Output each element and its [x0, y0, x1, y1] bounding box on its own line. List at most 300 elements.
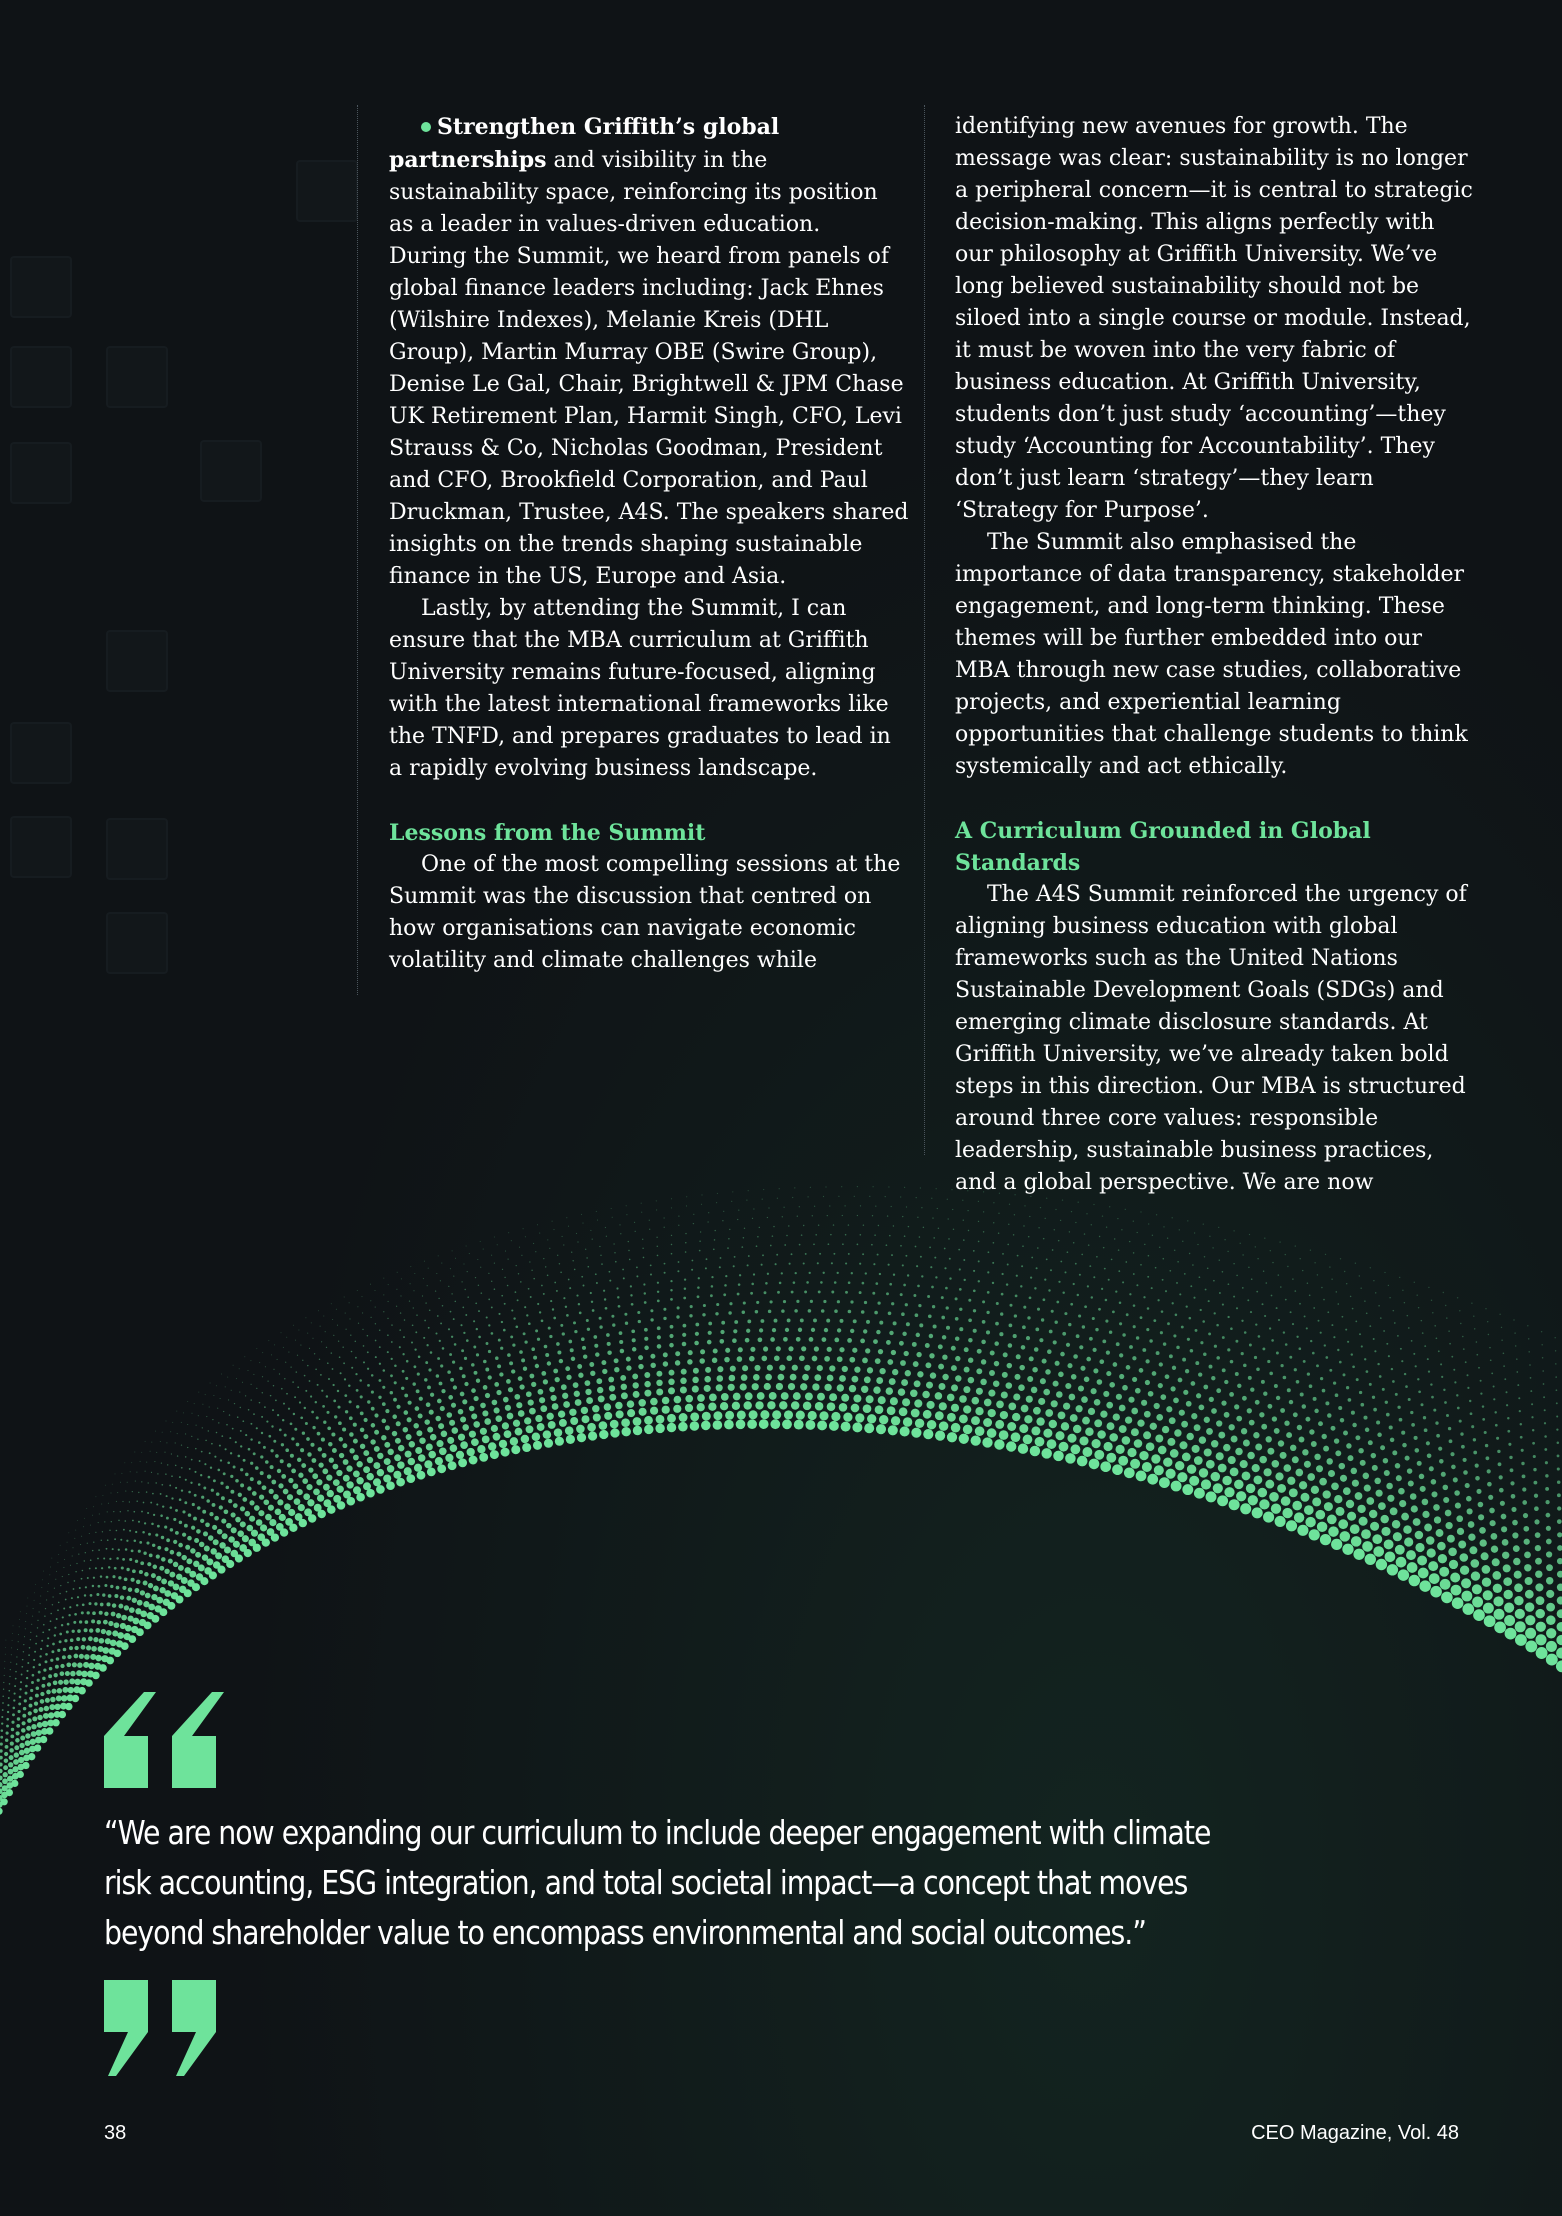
wave-dot — [284, 1378, 285, 1379]
wave-dot — [983, 1191, 984, 1192]
wave-dot — [1510, 1468, 1514, 1472]
wave-dot — [955, 1297, 958, 1300]
wave-dot — [1327, 1413, 1331, 1417]
wave-dot — [860, 1338, 865, 1343]
wave-dot — [33, 1709, 38, 1714]
wave-dot — [345, 1329, 346, 1330]
wave-dot — [205, 1440, 207, 1442]
wave-dot — [401, 1387, 404, 1390]
wave-dot — [1104, 1268, 1106, 1270]
wave-dot — [1156, 1414, 1163, 1421]
wave-dot — [22, 1762, 29, 1769]
wave-dot — [526, 1391, 532, 1397]
wave-dot — [7, 1711, 9, 1713]
wave-dot — [1535, 1532, 1541, 1538]
wave-dot — [667, 1414, 676, 1423]
wave-dot — [867, 1367, 873, 1373]
wave-dot — [1352, 1365, 1355, 1368]
wave-dot — [477, 1259, 478, 1260]
wave-dot — [955, 1317, 959, 1321]
wave-dot — [152, 1493, 154, 1495]
wave-dot — [411, 1341, 413, 1343]
wave-dot — [1427, 1358, 1429, 1360]
wave-dot — [738, 1347, 743, 1352]
wave-dot — [24, 1636, 25, 1637]
wave-dot — [1047, 1439, 1057, 1449]
wave-dot — [1283, 1464, 1291, 1472]
wave-dot — [1039, 1338, 1043, 1342]
wave-dot — [1351, 1468, 1358, 1475]
wave-dot — [40, 1736, 47, 1743]
wave-dot — [874, 1311, 878, 1315]
wave-dot — [715, 1312, 718, 1315]
wave-dot — [876, 1377, 883, 1384]
wave-dot — [481, 1292, 483, 1294]
wave-dot — [220, 1459, 222, 1461]
wave-dot — [1267, 1360, 1270, 1363]
wave-dot — [685, 1251, 687, 1253]
wave-dot — [400, 1295, 401, 1296]
wave-dot — [753, 1374, 760, 1381]
wave-dot — [424, 1261, 425, 1262]
wave-dot — [1301, 1493, 1310, 1502]
wave-dot — [693, 1214, 694, 1215]
wave-dot — [1217, 1495, 1228, 1506]
wave-dot — [1230, 1360, 1234, 1364]
wave-dot — [273, 1440, 276, 1443]
wave-dot — [638, 1320, 641, 1323]
wave-dot — [1340, 1475, 1347, 1482]
wave-dot — [1557, 1455, 1560, 1458]
wave-dot — [732, 1338, 737, 1343]
wave-dot — [1099, 1359, 1104, 1364]
continuation-paragraph: identifying new avenues for growth. The message was clear: sustainability is no longer a peripheral concern—it is central to strategic decision-making. This aligns perfectly with our philosophy at Griffith University. We’ve long believed sustainability should not be siloed into a single course or module. Instead, it must be woven into the very fabric of business education. At Griffith University, students don’t just study ‘accounting’—they study ‘Accounting for Accountability’. They don’t just learn ‘strategy’—they learn ‘Strategy for Purpose’. — [955, 114, 1473, 523]
wave-dot — [63, 1679, 69, 1685]
wave-dot — [508, 1259, 509, 1260]
wave-dot — [1327, 1515, 1337, 1525]
wave-dot — [886, 1387, 893, 1394]
wave-dot — [857, 1244, 859, 1246]
wave-dot — [657, 1326, 661, 1330]
wave-dot — [904, 1351, 909, 1356]
wave-dot — [375, 1356, 377, 1358]
wave-dot — [1171, 1481, 1182, 1492]
wave-dot — [1331, 1324, 1333, 1326]
wave-dot — [419, 1397, 423, 1401]
wave-dot — [554, 1282, 556, 1284]
wave-dot — [288, 1509, 295, 1516]
wave-dot — [1213, 1280, 1215, 1282]
wave-dot — [337, 1486, 344, 1493]
wave-dot — [831, 1291, 834, 1294]
wave-dot — [621, 1418, 630, 1427]
wave-dot — [79, 1587, 81, 1589]
wave-dot — [1475, 1476, 1480, 1481]
wave-dot — [1192, 1264, 1194, 1266]
wave-dot — [1508, 1443, 1511, 1446]
wave-dot — [313, 1489, 320, 1496]
wave-dot — [1401, 1513, 1409, 1521]
wave-dot — [275, 1454, 279, 1458]
wave-dot — [226, 1424, 228, 1426]
wave-dot — [1205, 1289, 1207, 1291]
wave-dot — [63, 1567, 64, 1568]
wave-dot — [1181, 1326, 1184, 1329]
wave-dot — [471, 1363, 475, 1367]
wave-dot — [1506, 1404, 1508, 1406]
wave-dot — [11, 1721, 14, 1724]
wave-dot — [935, 1276, 937, 1278]
wave-dot — [519, 1247, 520, 1248]
wave-dot — [774, 1319, 778, 1323]
wave-dot — [410, 1283, 411, 1284]
wave-dot — [171, 1475, 173, 1477]
wave-dot — [1346, 1500, 1354, 1508]
wave-dot — [156, 1503, 158, 1505]
close-quote-icon — [104, 1980, 226, 2076]
wave-dot — [1030, 1446, 1040, 1456]
wave-dot — [371, 1391, 374, 1394]
wave-dot — [213, 1479, 216, 1482]
wave-dot — [1482, 1405, 1484, 1407]
wave-dot — [332, 1464, 338, 1470]
wave-dot — [829, 1205, 830, 1206]
wave-dot — [69, 1606, 71, 1608]
wave-dot — [1320, 1534, 1331, 1545]
wave-dot — [1510, 1481, 1514, 1485]
wave-dot — [292, 1381, 294, 1383]
wave-dot — [824, 1384, 831, 1391]
wave-dot — [1287, 1388, 1291, 1392]
wave-dot — [669, 1334, 673, 1338]
wave-dot — [1378, 1502, 1386, 1510]
wave-dot — [307, 1499, 314, 1506]
wave-dot — [885, 1196, 886, 1197]
wave-dot — [691, 1269, 693, 1271]
wave-dot — [122, 1586, 126, 1590]
wave-dot — [715, 1230, 716, 1231]
wave-dot — [447, 1437, 454, 1444]
wave-dot — [104, 1521, 105, 1522]
wave-dot — [616, 1287, 618, 1289]
wave-dot — [595, 1352, 599, 1356]
wave-dot — [1144, 1244, 1145, 1245]
wave-dot — [1125, 1261, 1127, 1263]
wave-dot — [1133, 1221, 1134, 1222]
wave-dot — [141, 1452, 142, 1453]
wave-dot — [1430, 1383, 1432, 1385]
wave-dot — [1262, 1303, 1264, 1305]
wave-dot — [1347, 1512, 1356, 1521]
wave-dot — [526, 1314, 528, 1316]
wave-dot — [930, 1266, 932, 1268]
wave-dot — [144, 1572, 149, 1577]
wave-dot — [448, 1395, 453, 1400]
wave-dot — [474, 1396, 479, 1401]
wave-dot — [1257, 1258, 1258, 1259]
wave-dot — [1320, 1377, 1323, 1380]
wave-dot — [482, 1436, 490, 1444]
wave-dot — [294, 1396, 296, 1398]
wave-dot — [1556, 1428, 1558, 1430]
wave-dot — [1300, 1393, 1304, 1397]
wave-dot — [829, 1393, 837, 1401]
wave-dot — [1467, 1387, 1469, 1389]
wave-dot — [1302, 1449, 1308, 1455]
wave-dot — [130, 1471, 131, 1472]
wave-dot — [935, 1392, 943, 1400]
wave-dot — [1522, 1500, 1527, 1505]
decorative-square — [106, 346, 168, 408]
wave-dot — [414, 1464, 422, 1472]
wave-dot — [728, 1311, 731, 1314]
wave-dot — [430, 1393, 434, 1397]
wave-dot — [637, 1311, 640, 1314]
wave-dot — [781, 1272, 783, 1274]
wave-dot — [209, 1452, 211, 1454]
wave-dot — [1512, 1532, 1518, 1538]
wave-dot — [788, 1383, 795, 1390]
wave-dot — [1340, 1531, 1351, 1542]
wave-dot — [1396, 1475, 1402, 1481]
wave-dot — [1274, 1428, 1280, 1434]
wave-dot — [1546, 1628, 1556, 1638]
wave-dot — [71, 1597, 73, 1599]
wave-dot — [649, 1220, 650, 1221]
wave-dot — [395, 1438, 401, 1444]
wave-dot — [153, 1585, 159, 1591]
wave-dot — [995, 1322, 999, 1326]
wave-dot — [1484, 1431, 1487, 1434]
wave-dot — [271, 1533, 279, 1541]
wave-dot — [563, 1244, 564, 1245]
wave-dot — [85, 1586, 87, 1588]
wave-dot — [1079, 1436, 1088, 1445]
wave-dot — [1244, 1331, 1247, 1334]
wave-dot — [394, 1381, 397, 1384]
wave-dot — [300, 1416, 303, 1419]
wave-dot — [1528, 1351, 1529, 1352]
wave-dot — [328, 1442, 332, 1446]
wave-dot — [1173, 1398, 1179, 1404]
wave-dot — [1117, 1218, 1118, 1219]
wave-dot — [1081, 1396, 1088, 1403]
wave-dot — [1469, 1400, 1471, 1402]
wave-dot — [1043, 1298, 1046, 1301]
publication-name: CEO Magazine, Vol. 48 — [1251, 2122, 1459, 2144]
wave-dot — [1448, 1548, 1457, 1557]
wave-dot — [955, 1375, 961, 1381]
wave-dot — [221, 1435, 223, 1437]
wave-dot — [568, 1226, 569, 1227]
wave-dot — [306, 1484, 312, 1490]
wave-dot — [1427, 1454, 1432, 1459]
wave-dot — [1557, 1622, 1562, 1632]
wave-dot — [308, 1467, 313, 1472]
wave-dot — [1535, 1609, 1545, 1619]
wave-dot — [1059, 1442, 1069, 1452]
wave-dot — [387, 1334, 389, 1336]
wave-dot — [803, 1262, 805, 1264]
wave-dot — [631, 1303, 634, 1306]
wave-dot — [1, 1729, 4, 1732]
wave-dot — [1263, 1512, 1274, 1523]
wave-dot — [7, 1704, 9, 1706]
wave-dot — [578, 1373, 583, 1378]
wave-dot — [1058, 1372, 1064, 1378]
wave-dot — [831, 1412, 840, 1421]
wave-dot — [226, 1486, 230, 1490]
wave-dot — [947, 1432, 957, 1442]
wave-dot — [198, 1392, 199, 1393]
wave-dot — [604, 1412, 612, 1420]
wave-dot — [736, 1419, 746, 1429]
wave-dot — [1436, 1434, 1440, 1438]
wave-dot — [618, 1305, 621, 1308]
wave-dot — [1183, 1390, 1188, 1395]
wave-dot — [1233, 1263, 1234, 1264]
wave-dot — [289, 1524, 297, 1532]
wave-dot — [225, 1386, 226, 1387]
wave-dot — [1404, 1373, 1406, 1375]
wave-dot — [515, 1325, 518, 1328]
wave-dot — [428, 1268, 429, 1269]
wave-dot — [1362, 1541, 1373, 1552]
wave-dot — [1504, 1378, 1506, 1380]
wave-dot — [17, 1649, 18, 1650]
wave-dot — [189, 1468, 191, 1470]
wave-dot — [1167, 1238, 1168, 1239]
wave-dot — [1501, 1514, 1507, 1520]
wave-dot — [452, 1250, 453, 1251]
wave-dot — [360, 1412, 364, 1416]
wave-dot — [147, 1512, 149, 1514]
wave-dot — [1087, 1285, 1089, 1287]
wave-dot — [413, 1290, 414, 1291]
wave-dot — [828, 1243, 830, 1245]
wave-dot — [664, 1227, 665, 1228]
wave-dot — [697, 1394, 705, 1402]
wave-dot — [57, 1609, 59, 1611]
wave-dot — [110, 1585, 113, 1588]
wave-dot — [43, 1668, 46, 1671]
wave-dot — [428, 1368, 431, 1371]
wave-dot — [1323, 1299, 1325, 1301]
wave-dot — [1383, 1330, 1385, 1332]
wave-dot — [1546, 1513, 1551, 1518]
wave-dot — [739, 1274, 741, 1276]
wave-dot — [857, 1186, 858, 1187]
wave-dot — [1013, 1393, 1020, 1400]
wave-dot — [929, 1334, 933, 1338]
wave-dot — [738, 1283, 741, 1286]
wave-dot — [656, 1415, 665, 1424]
wave-dot — [650, 1398, 658, 1406]
wave-dot — [1093, 1276, 1095, 1278]
wave-dot — [409, 1441, 415, 1447]
wave-dot — [1266, 1436, 1272, 1442]
wave-dot — [693, 1223, 694, 1224]
wave-dot — [44, 1706, 49, 1711]
wave-dot — [937, 1208, 938, 1209]
wave-dot — [1241, 1428, 1247, 1434]
wave-dot — [247, 1486, 251, 1490]
wave-dot — [1419, 1474, 1425, 1480]
wave-dot — [1153, 1319, 1156, 1322]
wave-dot — [1380, 1317, 1382, 1319]
wave-dot — [476, 1353, 479, 1356]
wave-dot — [796, 1337, 801, 1342]
wave-dot — [941, 1316, 945, 1320]
wave-dot — [1091, 1296, 1093, 1298]
wave-dot — [988, 1409, 996, 1417]
wave-dot — [498, 1339, 501, 1342]
wave-dot — [439, 1447, 447, 1455]
wave-dot — [1417, 1378, 1419, 1380]
wave-dot — [1394, 1322, 1396, 1324]
wave-dot — [848, 1310, 852, 1314]
wave-dot — [784, 1410, 793, 1419]
wave-dot — [524, 1417, 531, 1424]
wave-dot — [541, 1319, 544, 1322]
wave-dot — [257, 1480, 261, 1484]
wave-dot — [611, 1208, 612, 1209]
wave-dot — [644, 1372, 650, 1378]
wave-dot — [1426, 1441, 1430, 1445]
wave-dot — [1441, 1592, 1453, 1604]
wave-dot — [740, 1383, 747, 1390]
wave-dot — [1534, 1506, 1539, 1511]
wave-dot — [146, 1541, 149, 1544]
wave-dot — [581, 1276, 583, 1278]
wave-dot — [650, 1318, 653, 1321]
wave-dot — [514, 1394, 520, 1400]
wave-dot — [224, 1546, 231, 1553]
wave-dot — [657, 1246, 658, 1247]
wave-dot — [1027, 1316, 1030, 1319]
wave-dot — [1106, 1402, 1113, 1409]
wave-dot — [875, 1358, 881, 1364]
wave-dot — [345, 1410, 348, 1413]
wave-dot — [404, 1467, 412, 1475]
wave-dot — [531, 1347, 535, 1351]
wave-dot — [178, 1565, 184, 1571]
wave-dot — [3, 1682, 4, 1683]
wave-dot — [1371, 1453, 1376, 1458]
wave-dot — [135, 1531, 137, 1533]
wave-dot — [318, 1462, 323, 1467]
wave-dot — [782, 1419, 792, 1429]
wave-dot — [76, 1563, 77, 1564]
wave-dot — [770, 1245, 772, 1247]
wave-dot — [1336, 1291, 1338, 1293]
wave-dot — [812, 1215, 813, 1216]
wave-dot — [498, 1313, 500, 1315]
wave-dot — [388, 1301, 389, 1302]
wave-dot — [1222, 1476, 1232, 1486]
wave-dot — [1209, 1365, 1213, 1369]
wave-dot — [46, 1690, 51, 1695]
wave-dot — [669, 1370, 675, 1376]
wave-dot — [406, 1434, 412, 1440]
wave-dot — [1250, 1388, 1254, 1392]
wave-dot — [537, 1338, 540, 1341]
wave-dot — [656, 1200, 657, 1201]
wave-dot — [1037, 1308, 1040, 1311]
wave-dot — [1346, 1386, 1349, 1389]
wave-dot — [162, 1505, 164, 1507]
wave-dot — [1285, 1299, 1287, 1301]
